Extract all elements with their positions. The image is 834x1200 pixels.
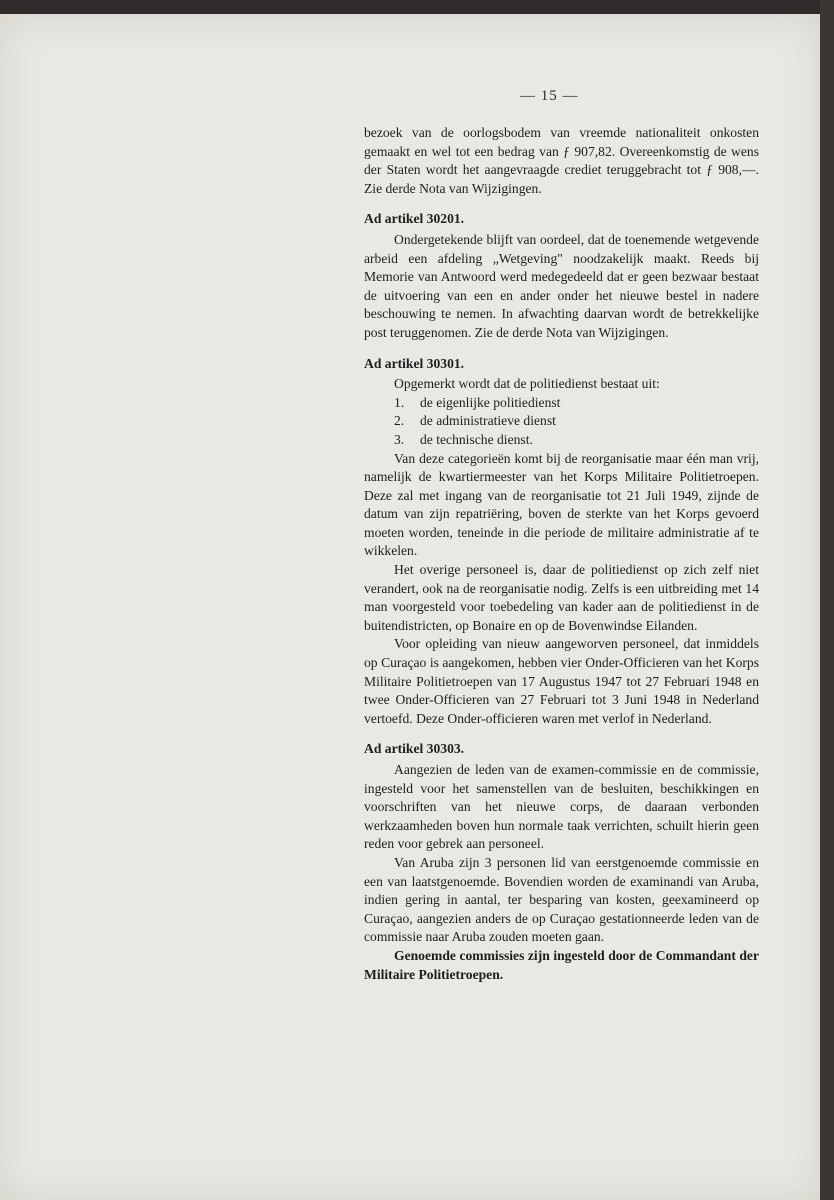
paragraph-aruba: Van Aruba zijn 3 personen lid van eerstgenoemde commissie en een van laatstgenoemde. Bovendien worden de examinandi van Aruba, indien gering in aantal, ter besparing van kosten, geexamineerd op Curaçao, aangezien anders de op Curaçao gestationneerde leden van de commissie naar Aruba zouden moeten gaan.: [364, 854, 759, 945]
document-page: [0, 14, 820, 1200]
paragraph-overige-personeel: Het overige personeel is, daar de politiedienst op zich zelf niet verandert, ook na de reorganisatie nodig. Zelfs is een uitbreiding met 14 man voorgesteld voor toebedeling van kader aan de politiedienst in de buitendistricten, op Bonaire en op de Bovenwindse Eilanden.: [364, 562, 759, 633]
list-item-number: 2.: [394, 413, 405, 429]
list-item-number: 1.: [394, 394, 405, 410]
list-item-text: de eigenlijke politiedienst: [420, 394, 561, 410]
paragraph-reorganisatie: Van deze categorieën komt bij de reorganisatie maar één man vrij, namelijk de kwartiermeester van het Korps Militaire Politietroepen. Deze zal met ingang van de reorganisatie tot 21 Juli 1949, zijnde de datum van zijn repatriëring, boven de sterkte van het Korps gevoerd moeten worden, teneinde in die periode de militaire administratie af te wikkelen.: [364, 450, 759, 559]
list-item: [364, 412, 759, 431]
heading-artikel-30303: Ad artikel 30303.: [364, 741, 465, 757]
paragraph-opleiding: Voor opleiding van nieuw aangeworven personeel, dat inmiddels op Curaçao is aangekomen, hebben vier Onder-Officieren van het Korps Militaire Politietroepen van 17 Augustus 1947 tot 27 Februari 1948 en twee Onder-Officieren van 27 Februari tot 3 Juni 1948 in Nederland vertoefd. Deze Onder-officieren waren met verlof in Nederland.: [364, 636, 759, 726]
list-item-text: de administratieve dienst: [420, 413, 556, 429]
page-number: — 15 —: [520, 88, 579, 104]
paragraph-continuation: bezoek van de oorlogsbodem van vreemde nationaliteit onkosten gemaakt en wel tot een bedrag van ƒ 907,82. Overeenkomstig de wens der Staten wordt het aangevraagde crediet teruggebracht tot ƒ 908,—. Zie derde Nota van Wijzigingen.: [364, 125, 759, 196]
document-body: [364, 124, 759, 984]
heading-artikel-30301: Ad artikel 30301.: [364, 355, 465, 371]
list-item: [364, 394, 759, 413]
list-item-number: 3.: [394, 431, 405, 447]
paragraph-wetgeving: Ondergetekende blijft van oordeel, dat de toenemende wetgevende arbeid een afdeling „Wetgeving" noodzakelijk maakt. Reeds bij Memorie van Antwoord werd medegedeeld dat er geen bezwaar bestaat de uitvoering van een en ander onder het nieuwe bestel in nadere beschouwing te nemen. In afwachting daarvan wordt de betrekkelijke post teruggenomen. Zie de derde Nota van Wijzigingen.: [364, 231, 759, 340]
paragraph-commissie: Aangezien de leden van de examen-commissie en de commissie, ingesteld voor het samenstellen van de besluiten, beschikkingen en voorschriften van het nieuwe corps, de daaraan verbonden werkzaamheden boven hun normale taak verrichten, schuilt hierin geen reden voor gebrek aan personeel.: [364, 762, 759, 852]
list-item-text: de technische dienst.: [420, 431, 533, 447]
paragraph-politiedienst-intro: Opgemerkt wordt dat de politiedienst bestaat uit:: [394, 376, 660, 392]
list-item: [364, 431, 759, 450]
paragraph-genoemde-commissies: Genoemde commissies zijn ingesteld door de Commandant der Militaire Politietroepen.: [364, 947, 759, 982]
scan-edge: [820, 0, 834, 1200]
heading-artikel-30201: Ad artikel 30201.: [364, 211, 465, 227]
